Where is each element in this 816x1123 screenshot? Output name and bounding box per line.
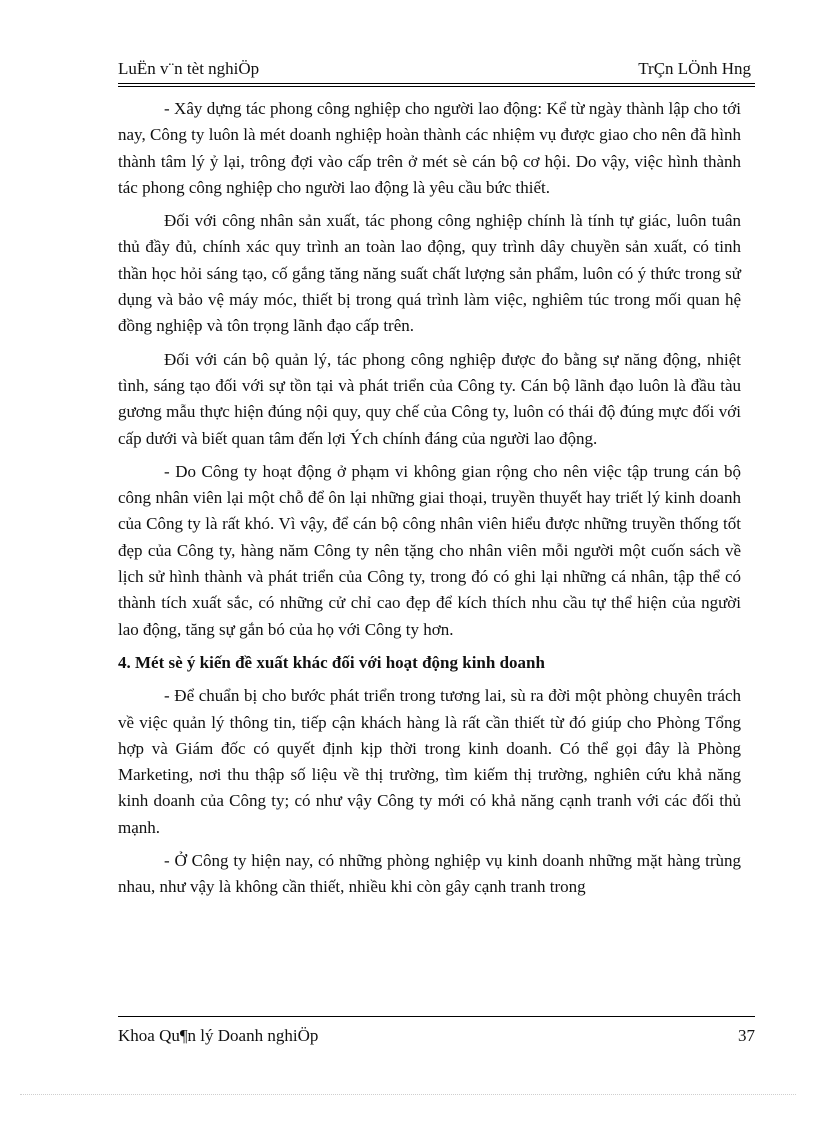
- page-body: [118, 96, 741, 908]
- page-footer: [118, 1022, 755, 1050]
- section-heading: 4. Mét sè ý kiến đề xuất khác đối với hoạt động kinh doanh: [118, 652, 545, 672]
- header-rule-thin: [118, 86, 755, 87]
- paragraph-marketing-department: - Để chuẩn bị cho bước phát triển trong tương lai, sù ra đời một phòng chuyên trách về việc quản lý thông tin, tiếp cận khách hàng là rất cần thiết từ đó giúp cho Phòng Tổng hợp và Giám đốc có quyết định kịp thời trong kinh doanh. Có thể gọi đây là Phòng Marketing, nơi thu thập số liệu về thị trường, tìm kiếm thị trường, nghiên cứu khả năng kinh doanh của Công ty; có như vậy Công ty mới có khả năng cạnh tranh với các đối thủ mạnh.: [118, 686, 741, 837]
- header-author-name: TrÇn LÖnh Hng: [638, 59, 751, 78]
- footer-rule: [118, 1016, 755, 1017]
- page-header: [118, 55, 755, 83]
- page-edge-divider: [20, 1094, 796, 1095]
- paragraph-industrial-style: - Xây dựng tác phong công nghiệp cho người lao động: Kể từ ngày thành lập cho tới nay, Công ty luôn là mét doanh nghiệp hoàn thành các nhiệm vụ được giao cho nên đã hình thành tâm lý ỷ lại, trông đợi vào cấp trên ở mét sè cán bộ cơ hội. Do vậy, việc hình thành tác phong công nghiệp cho người lao động là yêu cầu bức thiết.: [118, 99, 741, 197]
- header-rule: [118, 83, 755, 84]
- paragraph-company-history-book: - Do Công ty hoạt động ở phạm vi không gian rộng cho nên việc tập trung cán bộ công nhân viên lại một chỗ để ôn lại những giai thoại, truyền thuyết hay triết lý kinh doanh của Công ty là rất khó. Vì vậy, để cán bộ công nhân viên hiểu được những truyền thống tốt đẹp của Công ty, hàng năm Công ty nên tặng cho nhân viên mỗi người một cuốn sách về lịch sử hình thành và phát triển của Công ty, trong đó có ghi lại những cá nhân, tập thể có thành tích xuất sắc, có những cử chỉ cao đẹp để kích thích nhu cầu tự thể hiện của người lao động, tăng sự gắn bó của họ với Công ty hơn.: [118, 461, 741, 639]
- paragraph-business-departments: - Ở Công ty hiện nay, có những phòng nghiệp vụ kinh doanh những mặt hàng trùng nhau, như vậy là không cần thiết, nhiều khi còn gây cạnh tranh trong: [118, 851, 741, 897]
- paragraph-managers: Đối với cán bộ quản lý, tác phong công nghiệp được đo bằng sự năng động, nhiệt tình, sáng tạo đối với sự tồn tại và phát triển của Công ty. Cán bộ lãnh đạo luôn là đầu tàu gương mẫu thực hiện đúng nội quy, quy chế của Công ty, luôn có thái độ đúng mực đối với cấp dưới và biết quan tâm đến lợi Ých chính đáng của người lao động.: [118, 349, 741, 448]
- page-number: 37: [738, 1026, 755, 1045]
- paragraph-production-workers: Đối với công nhân sản xuất, tác phong công nghiệp chính là tính tự giác, luôn tuân thủ đầy đủ, chính xác quy trình an toàn lao động, quy trình dây chuyền sản xuất, có tinh thần học hỏi sáng tạo, cố gắng tăng năng suất chất lượng sản phẩm, luôn có ý thức trong sử dụng và bảo vệ máy móc, thiết bị trong quá trình làm việc, nghiêm túc trong mối quan hệ đồng nghiệp và tôn trọng lãnh đạo cấp trên.: [118, 211, 741, 336]
- footer-faculty: Khoa Qu¶n lý Doanh nghiÖp: [118, 1026, 319, 1045]
- header-thesis-title: LuËn v¨n tèt nghiÖp: [118, 59, 260, 78]
